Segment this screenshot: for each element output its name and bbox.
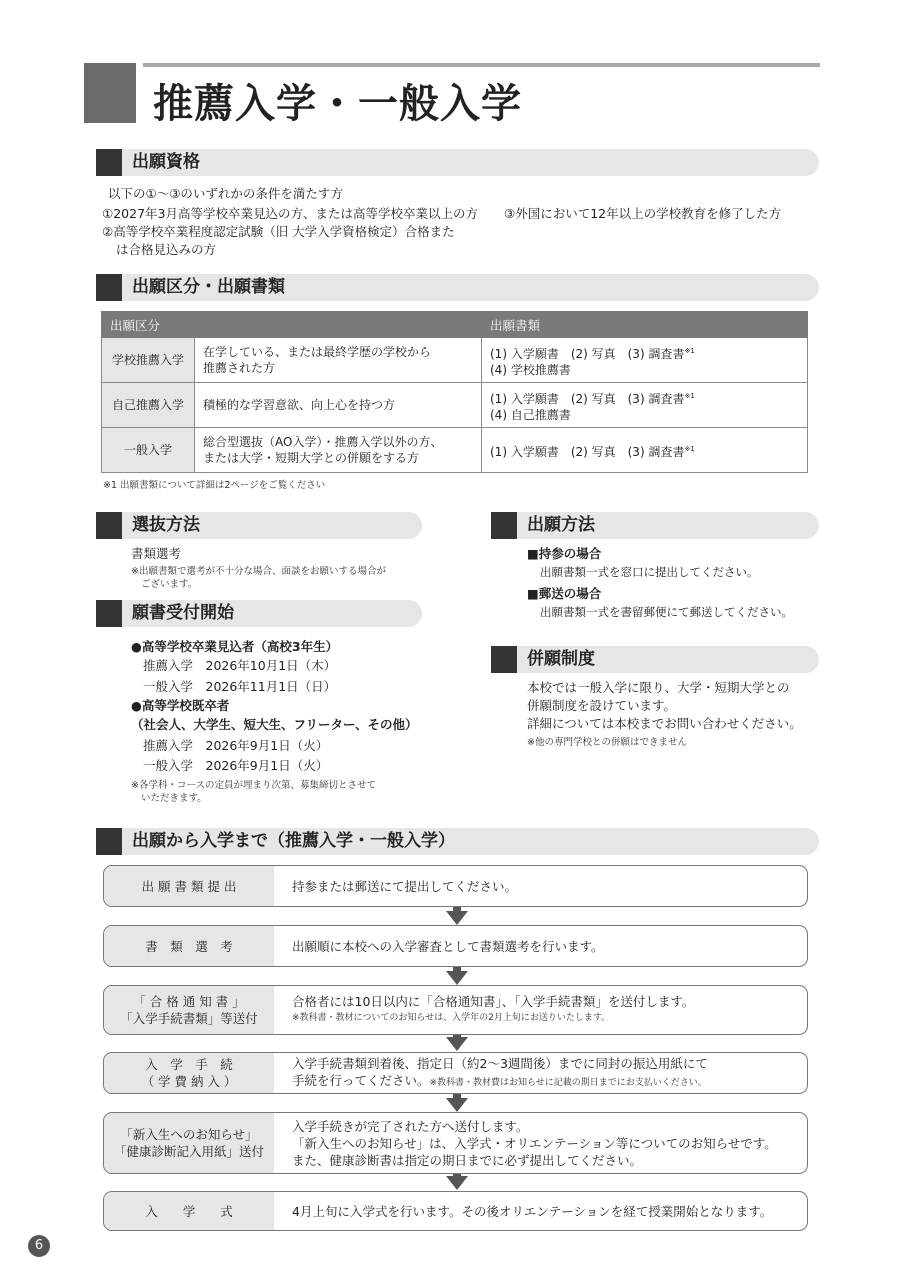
section-heading: 出願から入学まで（推薦入学・一般入学） [132,831,455,851]
documents-cell: (1) 入学願書 (2) 写真 (3) 調査書$^{※1}$ (4) 学校推薦書 [482,338,808,383]
flow-arrow-icon [446,1098,468,1112]
application-table [101,311,808,473]
category-cell: 一般入学 [102,428,195,473]
eligibility-item-2-line1: ②高等学校卒業程度認定試験（旧 大学入学資格検定）合格また [102,224,455,239]
reception-g1-recommend: 推薦入学 2026年10月1日（木） [143,658,337,673]
flow-step-label: 入 学 手 続 （ 学 費 納 入 ） [104,1053,274,1093]
flow-step-label: 書 類 選 考 [104,926,274,966]
section-eligibility [96,149,819,176]
flow-step-text: 出願順に本校への入学審査として書類選考を行います。 [292,938,604,954]
method-bring-text: 出願書類一式を窓口に提出してください。 [540,565,759,579]
flow-step [103,925,808,967]
section-marker [491,646,517,673]
documents-cell: (1) 入学願書 (2) 写真 (3) 調査書$^{※1}$ (4) 自己推薦書 [482,383,808,428]
concurrent-line-2: 併願制度を設けています。 [527,698,677,713]
section-heading: 出願資格 [132,152,200,172]
section-selection [96,512,422,539]
description-cell: 在学している、または最終学歴の学校から 推薦された方 [195,338,482,383]
table-header-category: 出願区分 [102,312,482,338]
method-bring-title: ■持参の場合 [527,546,602,561]
flow-step [103,985,808,1035]
flow-step-text: 持参または郵送にて提出してください。 [292,878,518,894]
reception-group-2-sub: （社会人、大学生、短大生、フリーター、その他） [131,717,418,732]
section-marker [491,512,517,539]
description-cell: 積極的な学習意欲、向上心を持つ方 [195,383,482,428]
eligibility-intro: 以下の①〜③のいずれかの条件を満たす方 [108,186,343,201]
flow-step-text: 合格者には10日以内に「合格通知書」、「入学手続書類」を送付します。 ※教科書・教材についてのお知らせは、入学年の2月上旬にお送りいたします。 [292,994,695,1023]
flow-step-text: 4月上旬に入学式を行います。その後オリエンテーションを経て授業開始となります。 [292,1203,773,1219]
category-cell: 自己推薦入学 [102,383,195,428]
eligibility-item-3: ③外国において12年以上の学校教育を修了した方 [504,206,782,221]
reception-g2-general: 一般入学 2026年9月1日（火） [143,758,329,773]
table-row [102,338,808,383]
section-marker [96,274,122,301]
section-flow [96,828,819,855]
flow-step-text: 入学手続きが完了された方へ送付します。 「新入生へのお知らせ」は、入学式・オリエンテーション等についてのお知らせです。 また、健康診断書は指定の期日までに必ず提出してください。 [292,1118,777,1168]
flow-step-label: 「 合 格 通 知 書 」 「入学手続書類」等送付 [104,986,274,1034]
eligibility-item-2-line2: は合格見込みの方 [116,242,217,257]
section-marker [96,512,122,539]
section-heading: 願書受付開始 [132,603,234,623]
reception-group-2: ●高等学校既卒者 [131,698,230,713]
concurrent-line-1: 本校では一般入学に限り、大学・短期大学との [527,680,790,695]
section-marker [96,149,122,176]
flow-step-text: 入学手続書類到着後、指定日（約2〜3週間後）までに同封の振込用紙にて 手続を行ってください。※教科書・教材費はお知らせに記載の期日までにお支払いください。 [292,1055,708,1088]
section-heading: 出願方法 [527,515,595,535]
selection-note-line1: ※出願書類で選考が不十分な場合、面談をお願いする場合が [131,566,386,577]
reception-g1-general: 一般入学 2026年11月1日（日） [143,679,337,694]
reception-group-1: ●高等学校卒業見込者（高校3年生） [131,639,339,654]
reception-note-line2: いただきます。 [141,793,207,804]
flow-step-label: 出 願 書 類 提 出 [104,866,274,906]
method-mail-text: 出願書類一式を書留郵便にて郵送してください。 [540,605,793,619]
selection-note-line2: ございます。 [141,579,198,590]
table-header-documents: 出願書類 [482,312,808,338]
page-number: 6 [28,1235,50,1257]
category-cell: 学校推薦入学 [102,338,195,383]
concurrent-line-3: 詳細については本校までお問い合わせください。 [527,716,802,731]
flow-arrow-icon [446,1037,468,1051]
flow-step-label: 「新入生へのお知らせ」 「健康診断記入用紙」送付 [104,1113,274,1173]
section-application-method [491,512,819,539]
eligibility-item-1: ①2027年3月高等学校卒業見込の方、または高等学校卒業以上の方 [102,206,478,221]
flow-step [103,1052,808,1094]
section-heading: 出願区分・出願書類 [132,277,285,297]
reception-g2-recommend: 推薦入学 2026年9月1日（火） [143,738,329,753]
section-marker [96,600,122,627]
section-heading: 併願制度 [527,649,595,669]
flow-step-label: 入 学 式 [104,1192,274,1230]
flow-step [103,865,808,907]
section-reception [96,600,422,627]
table-row [102,383,808,428]
section-concurrent [491,646,819,673]
flow-arrow-icon [446,911,468,925]
table-footnote: ※1 出願書類について詳細は2ページをご覧ください [103,480,326,491]
concurrent-note: ※他の専門学校との併願はできません [527,737,687,748]
reception-note-line1: ※各学科・コースの定員が埋まり次第、募集締切とさせて [131,780,376,791]
method-mail-title: ■郵送の場合 [527,586,602,601]
flow-step [103,1112,808,1174]
selection-method: 書類選考 [131,546,182,561]
title-rule [143,63,820,67]
documents-cell: (1) 入学願書 (2) 写真 (3) 調査書$^{※1}$ [482,428,808,473]
page-title: 推薦入学・一般入学 [153,81,522,127]
table-row [102,428,808,473]
flow-arrow-icon [446,971,468,985]
flow-step [103,1191,808,1231]
section-application-types [96,274,819,301]
section-marker [96,828,122,855]
description-cell: 総合型選抜（AO入学）・推薦入学以外の方、 または大学・短期大学との併願をする方 [195,428,482,473]
flow-arrow-icon [446,1176,468,1190]
title-block-decoration [84,63,136,123]
section-heading: 選抜方法 [132,515,200,535]
